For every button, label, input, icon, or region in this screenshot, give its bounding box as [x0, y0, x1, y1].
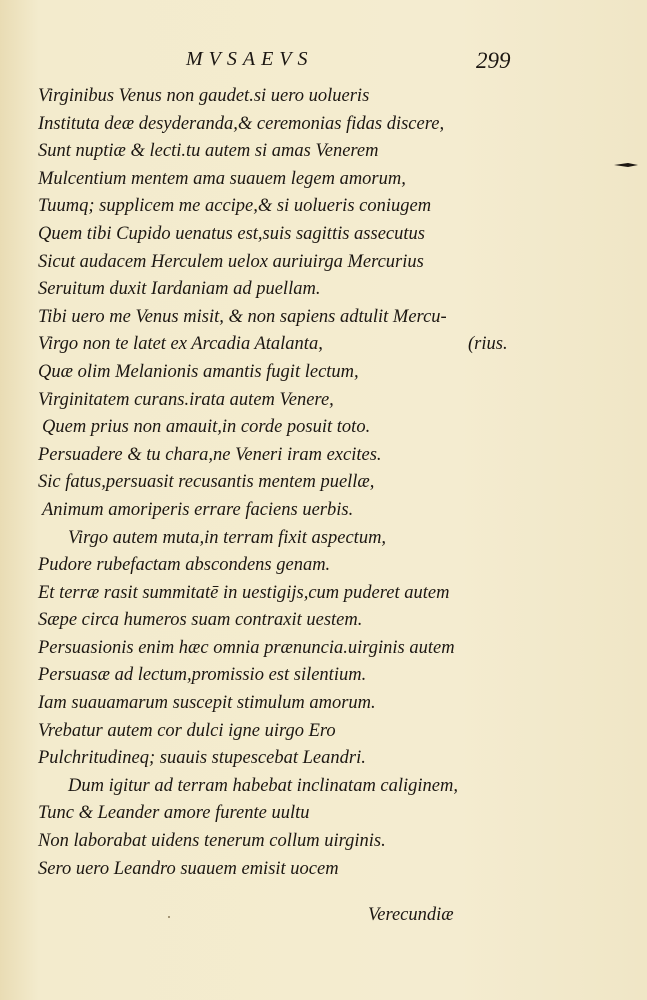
text-line: Quem prius non amauit,in corde posuit toto. — [42, 417, 371, 438]
page-number: 299 — [476, 48, 511, 73]
text-line: Virgo autem muta,in terram fixit aspectum, — [68, 527, 387, 548]
text-line: Sæpe circa humeros suam contraxit uestem. — [38, 610, 363, 631]
text-line-with-turnover — [38, 331, 538, 359]
margin-pointer-mark — [614, 153, 638, 159]
running-head: MVSAEVS — [186, 48, 314, 70]
text-line: Seruitum duxit Iardaniam ad puellam. — [38, 279, 321, 300]
text-line: Tibi uero me Venus misit, & non sapiens adtulit Mercu- — [38, 306, 447, 327]
text-line: Persuasionis enim hæc omnia prænuncia.uirginis autem — [38, 637, 455, 658]
turnover-fragment: (rius. — [468, 334, 508, 355]
text-line: Quem tibi Cupido uenatus est,suis sagittis assecutus — [38, 223, 425, 244]
paper-speck — [168, 916, 170, 918]
text-line: Tuumq; supplicem me accipe,& si uolueris coniugem — [38, 196, 432, 217]
text-line: Iam suauamarum suscepit stimulum amorum. — [38, 693, 376, 714]
text-line: Mulcentium mentem ama suauem legem amorum, — [38, 168, 406, 189]
text-line: Pulchritudineq; suauis stupescebat Leandri. — [38, 748, 366, 769]
text-block — [38, 83, 538, 883]
text-line: Sic fatus,persuasit recusantis mentem puellæ, — [38, 472, 375, 493]
text-line: Vrebatur autem cor dulci igne uirgo Ero — [38, 720, 336, 741]
text-line: Sicut audacem Herculem uelox auriuirga Mercurius — [38, 251, 424, 272]
text-line: Virginibus Venus non gaudet.si uero uolueris — [38, 86, 370, 106]
text-line: Instituta deæ desyderanda,& ceremonias fidas discere, — [38, 113, 445, 134]
text-line: Tunc & Leander amore furente uultu — [38, 803, 310, 824]
text-line: Pudore rubefactam abscondens genam. — [38, 555, 331, 576]
text-line: Persuadere & tu chara,ne Veneri iram excites. — [38, 444, 382, 465]
text-line: Quæ olim Melanionis amantis fugit lectum, — [38, 361, 359, 382]
text-line: Non laborabat uidens tenerum collum uirginis. — [38, 831, 386, 852]
text-line: Virgo non te latet ex Arcadia Atalanta, — [38, 334, 323, 355]
text-line: Virginitatem curans.irata autem Venere, — [38, 389, 334, 410]
text-line: Persuasæ ad lectum,promissio est silentium. — [38, 665, 367, 686]
catchword: Verecundiæ — [368, 905, 454, 925]
text-line: Dum igitur ad terram habebat inclinatam caliginem, — [68, 775, 459, 796]
text-line: Sero uero Leandro suauem emisit uocem — [38, 858, 339, 879]
text-line: Et terræ rasit summitatē in uestigijs,cum puderet autem — [38, 582, 450, 603]
text-line: Animum amoriperis errare faciens uerbis. — [42, 499, 354, 520]
text-line: Sunt nuptiæ & lecti.tu autem si amas Venerem — [38, 141, 379, 162]
